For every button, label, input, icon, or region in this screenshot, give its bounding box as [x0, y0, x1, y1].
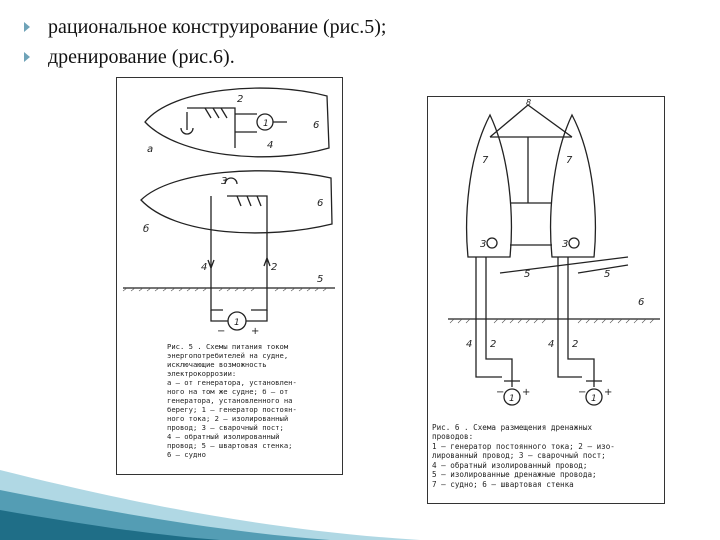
- label-2-left: 2: [490, 339, 497, 350]
- label-7-right: 7: [566, 155, 573, 166]
- label-3-b: 3: [221, 176, 228, 187]
- label-3-right: 3: [562, 239, 569, 250]
- label-8: 8: [526, 98, 532, 107]
- bullet-arrow-icon: [24, 52, 30, 62]
- label-5-left: 5: [524, 269, 531, 280]
- hull-right: [551, 115, 596, 257]
- caption-line: энергопотребителей на судне,: [167, 351, 289, 360]
- bullet-text: дренирование (рис.6).: [48, 45, 235, 68]
- label-1-a: 1: [263, 119, 269, 129]
- label-4-b: 4: [201, 262, 208, 273]
- caption-line: берегу; 1 — генератор постоян-: [167, 405, 297, 414]
- hull-b: [141, 171, 332, 233]
- label-plus-left: +: [522, 387, 531, 398]
- caption-line: ного на том же судне; б — от: [167, 387, 289, 396]
- figure-5: [116, 77, 343, 475]
- caption-line: 5 — изолированные дренажные провода;: [432, 470, 597, 480]
- return-wire: [211, 224, 223, 310]
- label-plus: +: [251, 326, 260, 337]
- label-2-b: 2: [271, 262, 278, 273]
- label-7-left: 7: [482, 155, 489, 166]
- label-4-a: 4: [267, 140, 274, 151]
- caption-line: провод; 5 — швартовая стенка;: [167, 441, 293, 450]
- label-b: б: [143, 224, 150, 235]
- welder-left: [487, 238, 497, 248]
- label-2-right: 2: [572, 339, 579, 350]
- caption-line: 6 — судно: [167, 450, 206, 459]
- figure-6: [427, 96, 665, 504]
- label-2-a: 2: [237, 94, 244, 105]
- decorative-wave: [0, 450, 720, 540]
- caption-line: электрокоррозии:: [167, 369, 237, 378]
- label-5: 5: [317, 274, 324, 285]
- figure-5-caption: [167, 342, 337, 459]
- label-minus-right: −: [578, 387, 587, 398]
- caption-line: генератора, установленного на: [167, 396, 293, 405]
- caption-line: Рис. 6 . Схема размещения дренажных: [432, 423, 593, 432]
- caption-line: проводов:: [432, 432, 474, 442]
- bullet-item: [24, 42, 386, 72]
- hull-left: [467, 115, 512, 257]
- caption-line: провод; 3 — сварочный пост;: [167, 423, 284, 432]
- label-4-left: 4: [466, 339, 473, 350]
- label-a: а: [147, 144, 154, 155]
- label-1-right: 1: [591, 394, 597, 404]
- label-3-left: 3: [480, 239, 487, 250]
- caption-line: 7 — судно; 6 — швартовая стенка: [432, 479, 574, 489]
- label-minus-left: −: [496, 387, 505, 398]
- label-6-a: 6: [313, 120, 320, 131]
- label-1-shore: 1: [234, 318, 240, 328]
- caption-line: а — от генератора, установлен-: [167, 378, 297, 387]
- label-minus: −: [217, 326, 226, 337]
- caption-line: 1 — генератор постоянного тока; 2 — изо-: [432, 441, 615, 451]
- label-5-right: 5: [604, 269, 611, 280]
- caption-line: ного тока; 2 — изолированный: [167, 414, 289, 423]
- bullet-arrow-icon: [24, 22, 30, 32]
- label-1-left: 1: [509, 394, 515, 404]
- label-6: 6: [638, 297, 645, 308]
- label-4-right: 4: [548, 339, 555, 350]
- bullet-text: рациональное конструирование (рис.5);: [48, 15, 387, 38]
- label-6-b: 6: [317, 198, 324, 209]
- welder-right: [569, 238, 579, 248]
- insulated-wire: [251, 224, 267, 310]
- caption-line: 4 — обратный изолированный провод;: [432, 460, 588, 470]
- caption-line: 4 — обратный изолированный: [167, 432, 280, 441]
- bullet-item: [24, 12, 386, 42]
- caption-line: исключающие возможность: [167, 360, 267, 369]
- bullet-list: [24, 12, 386, 72]
- label-plus-right: +: [604, 387, 613, 398]
- caption-line: Рис. 5 . Схемы питания током: [167, 342, 289, 351]
- caption-line: лированный провод; 3 — сварочный пост;: [432, 451, 606, 461]
